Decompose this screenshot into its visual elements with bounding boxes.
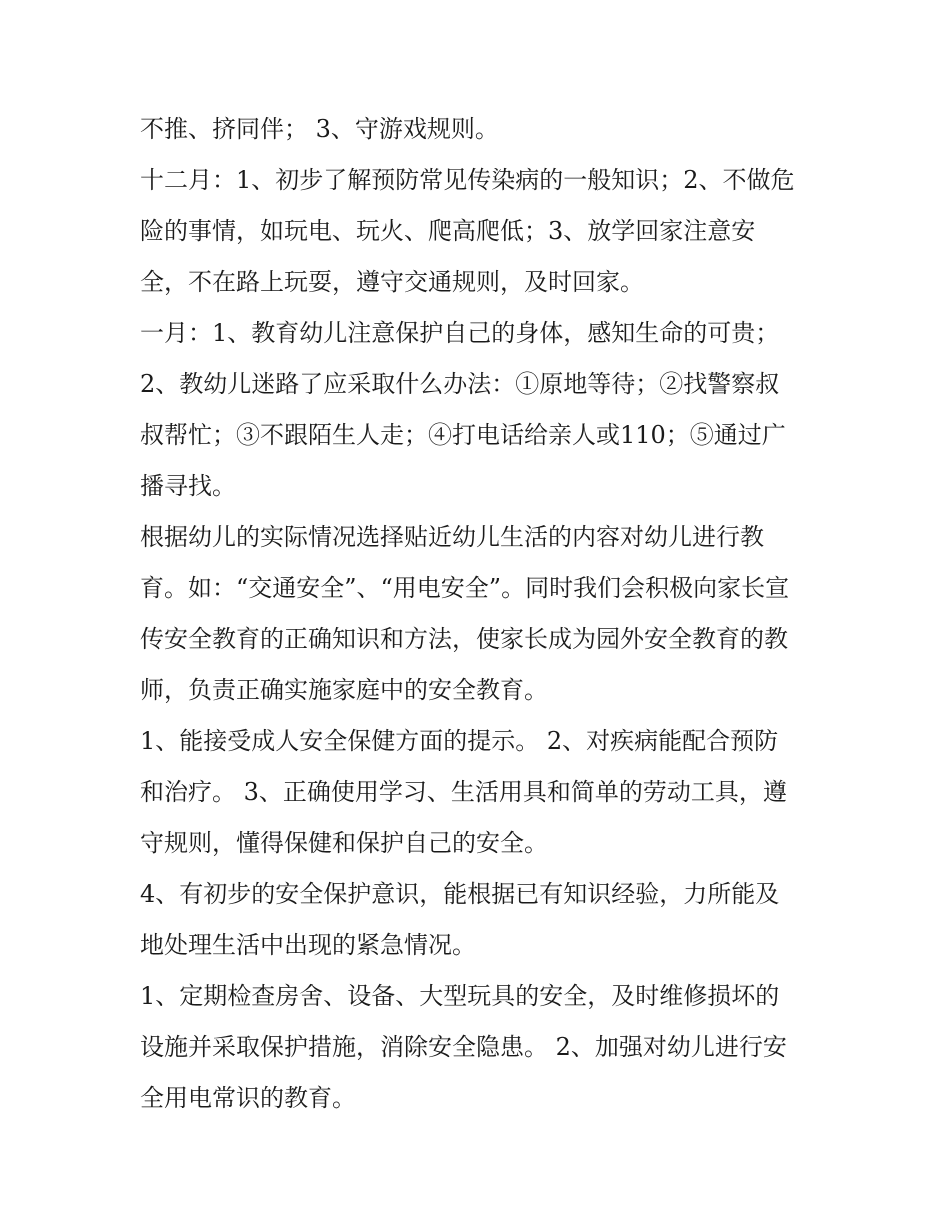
text-line: 1、定期检查房舍、设备、大型玩具的安全，及时维修损坏的: [140, 982, 780, 1010]
text-line: 守规则，懂得保健和保护自己的安全。: [140, 829, 548, 857]
text-line: 全，不在路上玩耍，遵守交通规则，及时回家。: [140, 268, 644, 296]
text-line: 4、有初步的安全保护意识，能根据已有知识经验，力所能及: [140, 880, 780, 908]
text-line: 一月：1、教育幼儿注意保护自己的身体，感知生命的可贵；: [140, 319, 780, 347]
document-body: [140, 104, 810, 1124]
text-line: 播寻找。: [140, 472, 236, 500]
text-line: 设施并采取保护措施，消除安全隐患。 2、加强对幼儿进行安: [140, 1033, 787, 1061]
text-line: 2、教幼儿迷路了应采取什么办法：①原地等待；②找警察叔: [140, 370, 780, 398]
text-line: 险的事情，如玩电、玩火、爬高爬低；3、放学回家注意安: [140, 217, 756, 245]
text-line: 和治疗。 3、正确使用学习、生活用具和简单的劳动工具，遵: [140, 778, 787, 806]
text-line: 传安全教育的正确知识和方法，使家长成为园外安全教育的教: [140, 625, 788, 653]
text-line: 根据幼儿的实际情况选择贴近幼儿生活的内容对幼儿进行教: [140, 523, 764, 551]
text-line: 全用电常识的教育。: [140, 1084, 356, 1112]
text-line: 师，负责正确实施家庭中的安全教育。: [140, 676, 548, 704]
text-line: 1、能接受成人安全保健方面的提示。 2、对疾病能配合预防: [140, 727, 779, 755]
text-line: 叔帮忙；③不跟陌生人走；④打电话给亲人或110；⑤通过广: [140, 421, 786, 449]
text-line: 十二月：1、初步了解预防常见传染病的一般知识；2、不做危: [140, 166, 795, 194]
text-line: 育。如：“交通安全”、“用电安全”。同时我们会积极向家长宣: [140, 574, 790, 602]
text-line: 地处理生活中出现的紧急情况。: [140, 931, 476, 959]
text-line: 不推、挤同伴； 3、守游戏规则。: [140, 115, 499, 143]
